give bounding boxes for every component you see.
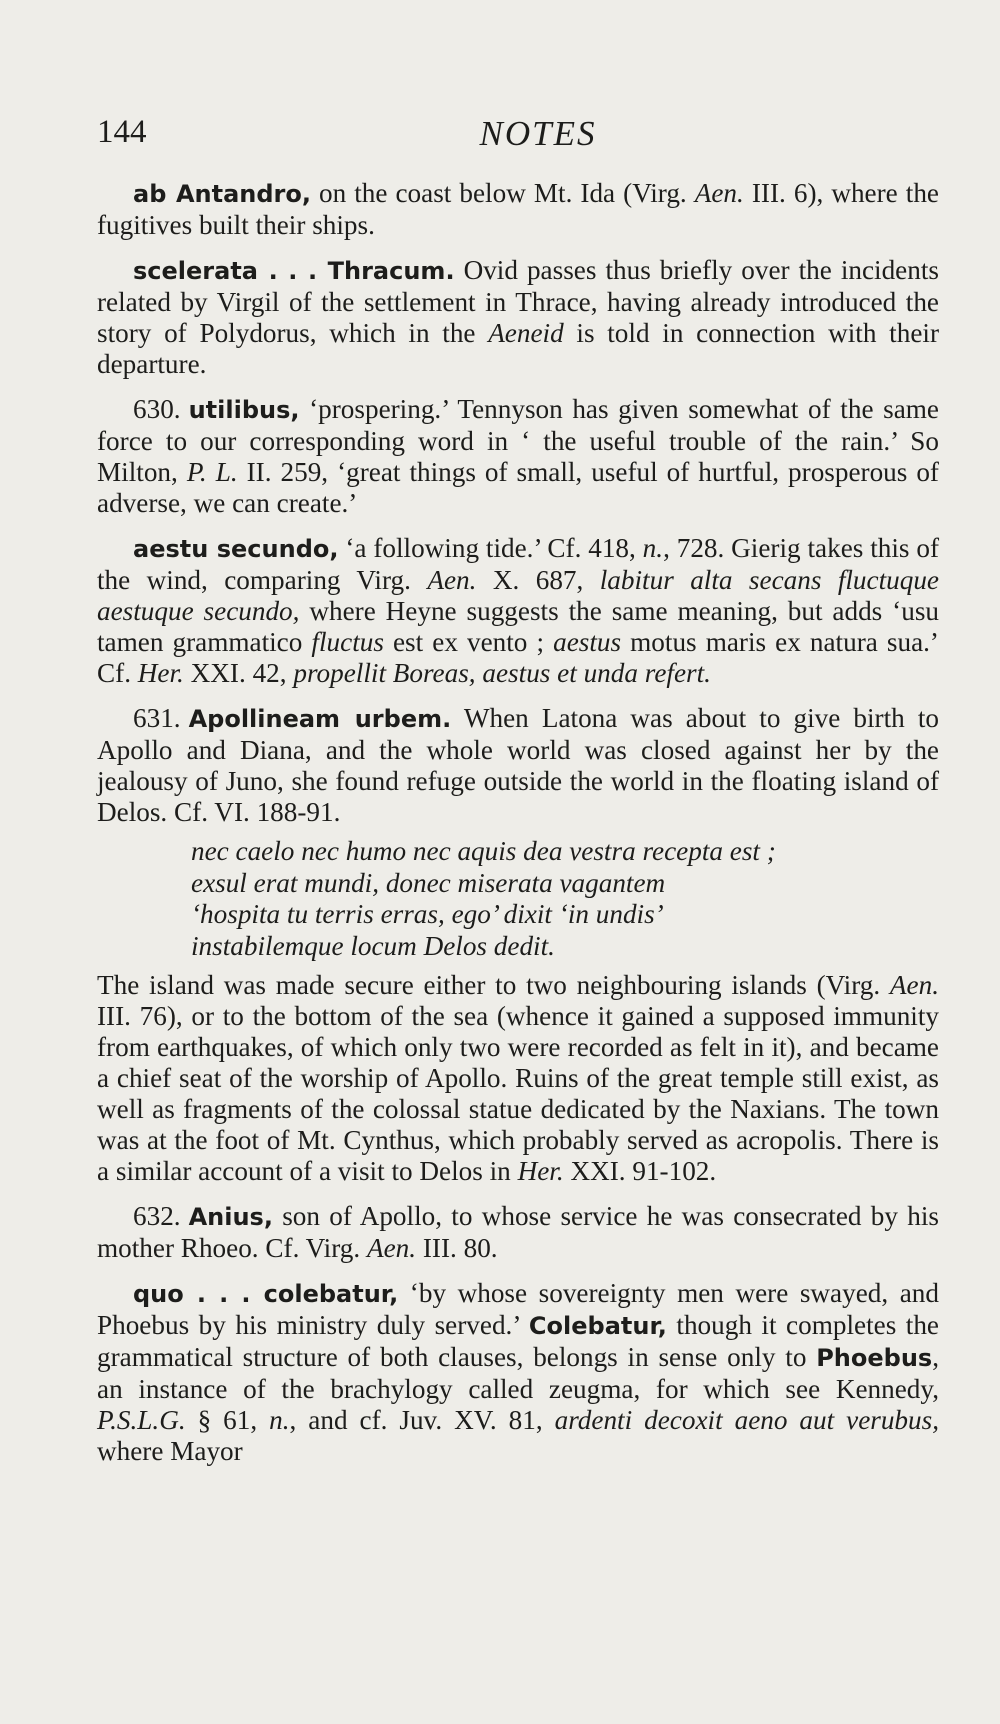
note-text: The island was made secure either to two neighbouring islands (Virg. <box>97 970 890 1000</box>
verse-line: ‘hospita tu terris erras, ego’ dixit ‘in undis’ <box>191 899 664 929</box>
lemma: scelerata . . . Thracum. <box>133 257 455 285</box>
italic-ref: P. L. <box>186 457 238 487</box>
italic-ref: Aen. <box>889 970 939 1000</box>
note-630-utilibus <box>97 394 939 519</box>
notes-body <box>97 178 939 1481</box>
italic-ref: P.S.L.G. <box>97 1405 186 1435</box>
lemma: Anius, <box>188 1203 273 1231</box>
italic-quote: labitur alta secans fluctuque aestuque secundo, <box>97 565 939 626</box>
note-text: where Mayor <box>97 1436 243 1466</box>
note-text: , an instance of the brachylogy called zeugma, for which see Kennedy, <box>97 1342 939 1404</box>
note-text: , and cf. Juv. XV. 81, <box>289 1405 555 1435</box>
lemma: aestu secundo, <box>133 535 339 563</box>
verse-line: exsul erat mundi, donec miserata vagantem <box>191 867 666 898</box>
italic-word: fluctus <box>311 627 384 657</box>
note-text: III. 76), or to the bottom of the sea (whence it gained a supposed immunity from earthquakes, of which only two were recorded as felt in it), and became a chief seat of the worship of Apollo. Ruins of the great temple still exist, as well as fragments of the colossal statue dedicated by the Naxians. The town was at the foot of Mt. Cynthus, which probably served as acropolis. There is a similar account of a visit to Delos in <box>97 1001 939 1186</box>
italic-ref: Aen. <box>366 1233 417 1263</box>
lemma: utilibus, <box>188 396 300 424</box>
italic-quote: ardenti decoxit aeno aut verubus, <box>554 1405 939 1435</box>
lemma: Colebatur, <box>528 1312 667 1340</box>
verse-quotation <box>191 836 939 962</box>
line-number: 631. <box>133 703 181 733</box>
note-text: III. 80. <box>416 1233 498 1263</box>
note-delos-continued <box>97 970 939 1187</box>
note-text: XXI. 91-102. <box>563 1156 717 1186</box>
note-631-apollineam <box>97 703 939 828</box>
note-text: XXI. 42, <box>183 658 294 688</box>
line-number: 630. <box>133 394 181 424</box>
note-quo-colebatur <box>97 1278 939 1467</box>
note-text: § 61, <box>185 1405 270 1435</box>
note-text: , 728. Gierig takes this of the wind, comparing Virg. <box>97 533 939 595</box>
note-text: III. 6), where the fugitives built their ships. <box>97 178 939 240</box>
italic-ref: Her. <box>137 658 184 688</box>
note-text: ‘by whose sovereignty men were swayed, and Phoebus by his ministry duly served.’ <box>97 1278 939 1340</box>
note-text: son of Apollo, to whose service he was consecrated by his mother Rhoeo. Cf. Virg. <box>97 1201 939 1263</box>
note-text: When Latona was about to give birth to Apollo and Diana, and the whole world was closed against her by the jealousy of Juno, she found refuge outside the world in the floating island of Delos. Cf. VI. 188-91. <box>97 703 939 827</box>
line-number: 632. <box>133 1201 181 1231</box>
italic-ref: Aeneid <box>488 318 564 348</box>
note-text: est ex vento ; <box>383 627 554 657</box>
note-text: X. 687, <box>476 565 600 595</box>
note-text: motus maris ex natura sua.’ Cf. <box>97 627 939 688</box>
verse-line: instabilemque locum Delos dedit. <box>191 930 555 961</box>
lemma: Phoebus <box>816 1344 933 1372</box>
note-scelerata <box>97 255 939 380</box>
italic-ref: n. <box>642 533 664 563</box>
lemma: Apollineam urbem. <box>188 705 452 733</box>
note-text: II. 259, ‘great things of small, useful of hurtful, prosperous of adverse, we can create.’ <box>97 457 939 518</box>
italic-word: aestus <box>553 627 622 657</box>
note-text: Ovid passes thus briefly over the incidents related by Virgil of the settlement in Thrace, having already introduced the story of Polydorus, which in the <box>97 255 939 348</box>
page-header <box>97 114 939 158</box>
italic-quote: propellit Boreas, aestus et unda refert. <box>293 658 711 688</box>
lemma: ab Antandro, <box>133 180 311 208</box>
italic-ref: Her. <box>517 1156 564 1186</box>
verse-line: nec caelo nec humo nec aquis dea vestra recepta est ; <box>191 836 776 866</box>
italic-ref: Aen. <box>427 565 477 595</box>
running-title: NOTES <box>479 114 597 153</box>
note-aestu-secundo <box>97 533 939 689</box>
note-ab-antandro <box>97 178 939 241</box>
note-text: though it completes the grammatical structure of both clauses, belongs in sense only to <box>97 1310 939 1372</box>
lemma: quo . . . colebatur, <box>133 1280 399 1308</box>
italic-ref: Aen. <box>694 178 744 208</box>
note-text: on the coast below Mt. Ida (Virg. <box>311 178 695 208</box>
note-text: where Heyne suggests the same meaning, but adds ‘usu tamen grammatico <box>97 596 939 657</box>
note-632-anius <box>97 1201 939 1264</box>
italic-ref: n. <box>269 1405 290 1435</box>
note-text: is told in connection with their departure. <box>97 318 939 379</box>
note-text: ‘prospering.’ Tennyson has given somewhat of the same force to our corresponding word in ‘ the useful trouble of the rain.’ So Milton, <box>97 394 939 487</box>
page-number: 144 <box>97 114 147 150</box>
note-text: ‘a following tide.’ Cf. 418, <box>338 533 643 563</box>
